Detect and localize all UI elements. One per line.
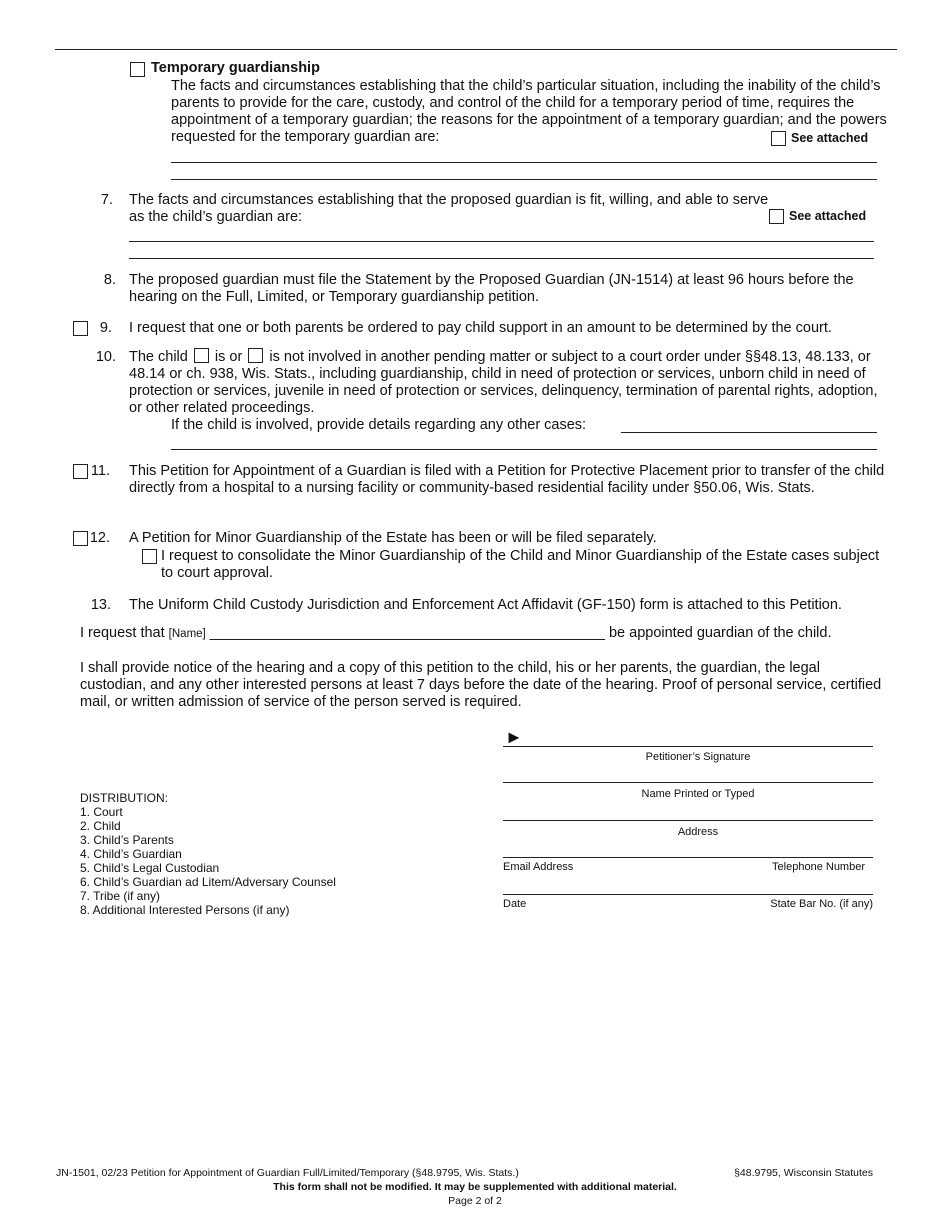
item7-text: The facts and circumstances establishing that the proposed guardian is fit, willing, and able to serve as the child’s guardian are: xyxy=(129,192,769,225)
item10-details-line-2 xyxy=(171,449,877,450)
distribution-title: DISTRIBUTION: xyxy=(80,791,169,805)
item10-text xyxy=(129,348,887,417)
item7-see-attached-label: See attached xyxy=(789,209,867,223)
temporary-guardianship-heading: Temporary guardianship xyxy=(151,60,320,76)
item11-text: This Petition for Appointment of a Guardian is filed with a Petition for Protective Placement prior to transfer of the child directly from a hospital to a nursing facility or community-based residential facility under §50.06, Wis. Stats. xyxy=(129,463,885,496)
item12-number: 12. xyxy=(89,530,110,546)
item10-rest: is not involved in another pending matter or subject to a court order under §§48.13, 48.133, or 48.14 or ch. 938, Wis. Stats., including guardianship, child in need of protection or services, unborn child in need of protection or services, juvenile in need of protection or services, delinquency, termination of parental rights, adoption, or other related proceedings. xyxy=(129,349,878,416)
temporary-guardianship-text: The facts and circumstances establishing that the child’s particular situation, including the inability of the child’s parents to provide for the care, custody, and control of the child for a temporary period of time, requires the appointment of a temporary guardian; the reasons for the appointment of a temporary guardian; and the powers requested for the temporary guardian are: xyxy=(171,78,887,145)
temp-answer-line-2 xyxy=(171,179,877,180)
item10-details-label: If the child is involved, provide details regarding any other cases: xyxy=(171,417,587,433)
item7-number: 7. xyxy=(100,192,113,208)
distribution-item: 1. Court xyxy=(80,805,123,819)
footer-statute: §48.9795, Wisconsin Statutes xyxy=(734,1167,873,1179)
name-printed-line[interactable] xyxy=(503,782,873,783)
temp-see-attached-checkbox[interactable] xyxy=(771,131,786,146)
distribution-item: 7. Tribe (if any) xyxy=(80,889,161,903)
item8-number: 8. xyxy=(103,272,116,288)
item10-is-label: is or xyxy=(214,349,243,365)
item12-consolidate-text: I request to consolidate the Minor Guardianship of the Child and Minor Guardianship of the Estate cases subject to court approval. xyxy=(161,548,880,581)
address-line[interactable] xyxy=(503,820,873,821)
footer-form-id: JN-1501, 02/23 Petition for Appointment of Guardian Full/Limited/Temporary (§48.9795, Wis. Stats.) xyxy=(56,1167,519,1179)
top-rule xyxy=(55,49,897,50)
email-label: Email Address xyxy=(503,861,574,873)
item13-text: The Uniform Child Custody Jurisdiction and Enforcement Act Affidavit (GF-150) form is attached to this Petition. xyxy=(129,597,842,613)
request-prefix: I request that xyxy=(80,625,165,641)
item7-see-attached-checkbox[interactable] xyxy=(769,209,784,224)
request-suffix: be appointed guardian of the child. xyxy=(608,625,832,641)
address-label: Address xyxy=(677,826,719,838)
temp-answer-line-1 xyxy=(171,162,877,163)
item10-details-line-1 xyxy=(621,432,877,433)
item10-is-not-checkbox[interactable] xyxy=(248,348,263,363)
request-name-field[interactable]: _________________________________________________ xyxy=(209,625,605,641)
distribution-item: 5. Child’s Legal Custodian xyxy=(80,861,220,875)
footer-page-number: Page 2 of 2 xyxy=(448,1195,502,1207)
temporary-guardianship-checkbox[interactable] xyxy=(130,62,145,77)
temp-see-attached-label: See attached xyxy=(791,131,869,145)
distribution-item: 4. Child’s Guardian xyxy=(80,847,182,861)
footer-notice: This form shall not be modified. It may be supplemented with additional material. xyxy=(273,1181,677,1193)
distribution-item: 2. Child xyxy=(80,819,121,833)
petitioner-signature-label: Petitioner’s Signature xyxy=(645,751,751,763)
item10-number: 10. xyxy=(95,349,116,365)
item7-answer-line-2 xyxy=(129,258,874,259)
notice-paragraph: I shall provide notice of the hearing and a copy of this petition to the child, his or her parents, the guardian, the legal custodian, and any other interested persons at least 7 days before the date of the hearing. Proof of personal service, certified mail, or written admission of service of the person served is required. xyxy=(80,660,882,710)
item13-number: 13. xyxy=(90,597,111,613)
telephone-label: Telephone Number xyxy=(772,861,865,873)
item10-is-checkbox[interactable] xyxy=(194,348,209,363)
date-bar-line[interactable] xyxy=(503,894,873,895)
item9-number: 9. xyxy=(99,320,112,336)
distribution-item: 8. Additional Interested Persons (if any) xyxy=(80,903,290,917)
date-label: Date xyxy=(503,898,527,910)
item12-consolidate-checkbox[interactable] xyxy=(142,549,157,564)
item10-prefix: The child xyxy=(129,349,188,365)
item11-number: 11. xyxy=(90,463,110,479)
distribution-item: 6. Child’s Guardian ad Litem/Adversary Counsel xyxy=(80,875,336,889)
signature-line[interactable] xyxy=(503,746,873,747)
state-bar-label: State Bar No. (if any) xyxy=(770,898,873,910)
request-line xyxy=(80,625,831,643)
item8-text: The proposed guardian must file the Statement by the Proposed Guardian (JN-1514) at least 96 hours before the hearing on the Full, Limited, or Temporary guardianship petition. xyxy=(129,272,854,305)
request-name-hint: [Name] xyxy=(168,628,206,640)
email-phone-line[interactable] xyxy=(503,857,873,858)
signature-arrow: ► xyxy=(505,727,523,747)
distribution-item: 3. Child’s Parents xyxy=(80,833,174,847)
item12-text: A Petition for Minor Guardianship of the Estate has been or will be filed separately. xyxy=(129,530,657,546)
item7-answer-line-1 xyxy=(129,241,874,242)
name-printed-label: Name Printed or Typed xyxy=(641,788,755,800)
item9-text: I request that one or both parents be ordered to pay child support in an amount to be determined by the court. xyxy=(129,320,832,336)
